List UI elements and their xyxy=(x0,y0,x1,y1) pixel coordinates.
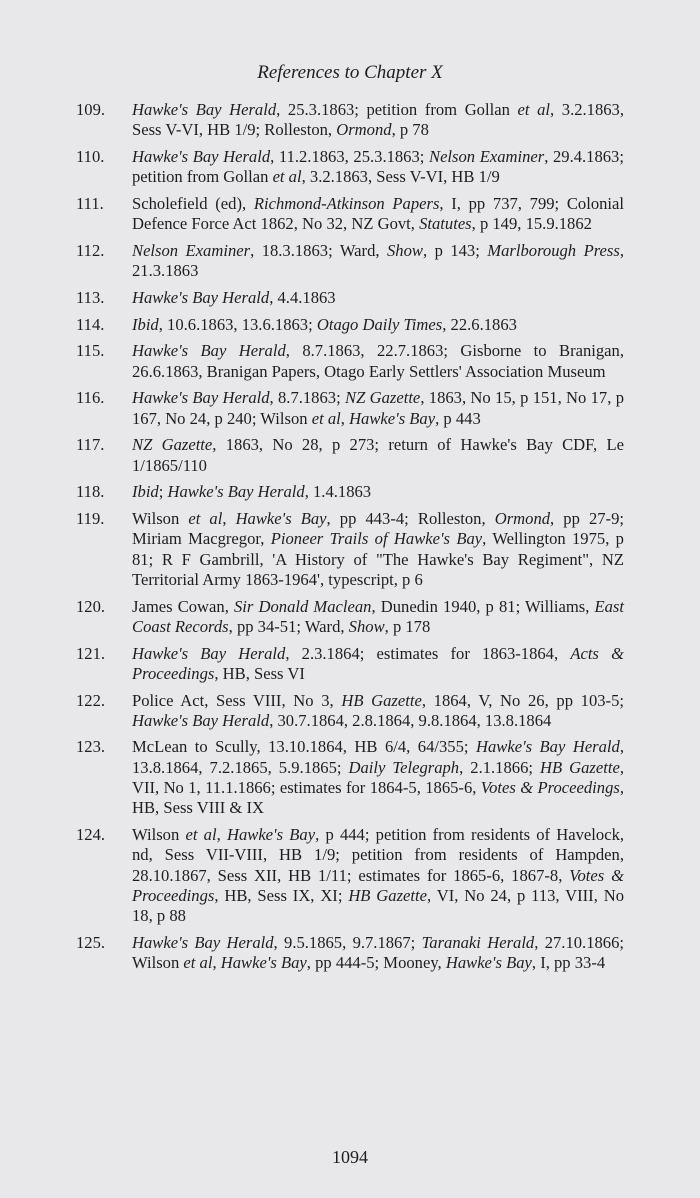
reference-number: 109. xyxy=(76,100,106,119)
text-run: Scholefield (ed), xyxy=(132,193,254,213)
text-run: , 2.1.1866; xyxy=(459,757,540,777)
italic-title: et al xyxy=(183,953,213,973)
italic-title: Sir Donald Maclean xyxy=(234,596,372,616)
reference-number: 119. xyxy=(76,508,105,528)
text-run: McLean to Scully, 13.10.1864, HB 6/4, 64/355; xyxy=(132,737,476,757)
text-run: , p 149, 15.9.1862 xyxy=(471,214,592,234)
italic-title: HB Gazette xyxy=(341,690,422,710)
reference-text xyxy=(132,933,624,972)
text-run: , pp 34-51; Ward, xyxy=(228,616,349,636)
reference-item xyxy=(0,509,700,590)
text-run: , 1864, V, No 26, pp 103-5; xyxy=(421,690,624,710)
reference-number: 125. xyxy=(76,932,106,952)
text-run: James Cowan, xyxy=(132,596,234,616)
reference-text xyxy=(132,388,624,427)
italic-title: Ormond xyxy=(494,508,551,528)
italic-title: Show xyxy=(386,240,423,260)
reference-text xyxy=(132,100,624,139)
reference-item xyxy=(0,288,700,308)
italic-title: et al xyxy=(185,825,217,845)
reference-item xyxy=(0,194,700,235)
italic-title: Hawke's Bay xyxy=(235,508,327,528)
reference-item xyxy=(0,341,700,382)
text-run: , pp 443-4; Rolleston, xyxy=(326,508,495,528)
text-run: , 11.2.1863, 25.3.1863; xyxy=(270,146,429,166)
text-run: , VI, No 24, p 113, VIII, No 18, p 88 xyxy=(132,885,624,926)
reference-text xyxy=(132,341,624,380)
reference-list xyxy=(0,100,700,980)
reference-text xyxy=(132,147,624,186)
italic-title: et al xyxy=(188,508,223,528)
reference-text xyxy=(132,597,624,636)
reference-text xyxy=(132,482,371,501)
reference-number: 114. xyxy=(76,314,105,334)
text-run: , pp 27-9; Miriam Macgregor, xyxy=(132,508,624,549)
italic-title: Marlborough Press xyxy=(487,240,620,260)
italic-title: Statutes xyxy=(419,214,472,234)
text-run: , HB, Sess VIII & IX xyxy=(132,778,624,818)
text-run: , p 143; xyxy=(422,240,488,260)
italic-title: NZ Gazette xyxy=(132,435,213,455)
reference-item xyxy=(0,147,700,188)
text-run: , I, pp 33-4 xyxy=(531,953,606,973)
text-run: , 21.3.1863 xyxy=(132,240,624,281)
reference-number: 118. xyxy=(76,482,105,502)
text-run: , 18.3.1863; Ward, xyxy=(250,240,387,260)
text-run: , HB, Sess IX, XI; xyxy=(214,885,349,905)
italic-title: Nelson Examiner xyxy=(429,146,545,166)
text-run: , xyxy=(212,953,221,973)
text-run: Wilson xyxy=(132,508,189,528)
text-run: , p 178 xyxy=(384,616,431,636)
italic-title: Hawke's Bay Herald xyxy=(132,287,270,307)
reference-item xyxy=(0,241,700,282)
reference-number: 112. xyxy=(76,240,105,260)
text-run: , 22.6.1863 xyxy=(442,314,517,334)
text-run: , I, pp 737, 799; Colonial Defence Force Act 1862, No 32, NZ Govt, xyxy=(132,193,624,234)
text-run: , 8.7.1863, 22.7.1863; Gisborne to Branigan, 26.6.1863, Branigan Papers, Otago Early Settlers' Association Museum xyxy=(132,341,624,381)
reference-number: 115. xyxy=(76,341,105,361)
reference-text xyxy=(132,737,624,817)
italic-title: Hawke's Bay xyxy=(226,825,316,845)
reference-item xyxy=(0,933,700,974)
reference-text xyxy=(132,315,517,334)
reference-number: 124. xyxy=(76,825,106,845)
text-run: , 4.4.1863 xyxy=(269,287,336,307)
reference-item xyxy=(0,315,700,335)
italic-title: HB Gazette xyxy=(348,885,427,905)
reference-text xyxy=(132,288,336,307)
page-header: References to Chapter X xyxy=(257,62,443,83)
italic-title: Hawke's Bay xyxy=(445,953,532,973)
reference-text xyxy=(132,435,624,474)
text-run: , 27.10.1866; Wilson xyxy=(132,932,624,973)
italic-title: Hawke's Bay xyxy=(349,408,436,428)
italic-title: Acts & Proceedings xyxy=(132,643,624,683)
reference-number: 120. xyxy=(76,596,106,616)
italic-title: Hawke's Bay Herald xyxy=(132,643,286,663)
reference-item xyxy=(0,100,700,141)
reference-text xyxy=(132,691,624,730)
italic-title: Hawke's Bay Herald xyxy=(132,932,274,952)
italic-title: Richmond-Atkinson Papers xyxy=(253,193,440,213)
text-run: , VII, No 1, 11.1.1866; estimates for 1864-5, 1865-6, xyxy=(132,757,624,798)
text-run: , 1863, No 15, p 151, No 17, p 167, No 24, p 240; Wilson xyxy=(132,388,624,428)
text-run: , 30.7.1864, 2.8.1864, 9.8.1864, 13.8.1864 xyxy=(269,710,552,730)
reference-item xyxy=(0,597,700,638)
italic-title: Nelson Examiner xyxy=(132,240,251,260)
italic-title: Daily Telegraph xyxy=(348,757,460,777)
text-run: , Wellington 1975, p 81; R F Gambrill, 'A History of "The Hawke's Bay Regiment", NZ Territorial Army 1863-1964', typescript, p 6 xyxy=(132,529,624,589)
text-run: Wilson xyxy=(132,825,186,845)
reference-text xyxy=(132,509,624,589)
italic-title: Hawke's Bay Herald xyxy=(132,710,270,730)
reference-text xyxy=(132,644,624,683)
text-run: , 8.7.1863; xyxy=(269,388,345,408)
italic-title: Votes & Proceedings xyxy=(480,778,620,798)
italic-title: Votes & Proceedings xyxy=(132,865,624,905)
text-run: , p 78 xyxy=(391,120,429,140)
text-run: , 1863, No 28, p 273; return of Hawke's Bay CDF, Le 1/1865/110 xyxy=(132,435,624,475)
text-run: , 3.2.1863, Sess V-VI, HB 1/9; Rolleston, xyxy=(132,100,624,140)
reference-item xyxy=(0,737,700,818)
reference-text xyxy=(132,825,624,925)
reference-number: 110. xyxy=(76,146,105,166)
italic-title: Hawke's Bay Herald xyxy=(167,482,305,502)
reference-item xyxy=(0,388,700,429)
text-run: , xyxy=(222,508,236,528)
reference-item xyxy=(0,435,700,476)
italic-title: Hawke's Bay Herald xyxy=(132,100,277,119)
text-run: , xyxy=(216,825,227,845)
text-run: Police Act, Sess VIII, No 3, xyxy=(132,690,342,710)
reference-number: 113. xyxy=(76,287,105,307)
reference-text xyxy=(132,241,624,280)
italic-title: et al xyxy=(311,408,341,428)
text-run: , 10.6.1863, 13.6.1863; xyxy=(158,314,317,334)
italic-title: Hawke's Bay Herald xyxy=(132,388,270,408)
italic-title: Otago Daily Times xyxy=(316,314,443,334)
text-run: , 9.5.1865, 9.7.1867; xyxy=(273,932,422,952)
reference-text xyxy=(132,194,624,233)
italic-title: Ibid xyxy=(132,314,159,334)
italic-title: et al xyxy=(517,100,550,119)
italic-title: Hawke's Bay xyxy=(220,953,307,973)
text-run: , 1.4.1863 xyxy=(304,482,372,502)
italic-title: et al xyxy=(272,167,302,187)
italic-title: Show xyxy=(348,616,385,636)
text-run: , xyxy=(340,408,350,428)
italic-title: Hawke's Bay Herald xyxy=(475,737,620,757)
reference-number: 111. xyxy=(76,193,104,213)
page-number: 1094 xyxy=(332,1147,368,1167)
text-run: , 3.2.1863, Sess V-VI, HB 1/9 xyxy=(301,167,500,187)
reference-number: 123. xyxy=(76,737,106,757)
text-run: ; xyxy=(158,482,168,502)
italic-title: HB Gazette xyxy=(540,757,620,777)
italic-title: Taranaki Herald xyxy=(421,932,535,952)
italic-title: East Coast Records xyxy=(132,596,624,636)
reference-number: 117. xyxy=(76,435,105,455)
text-run: , HB, Sess VI xyxy=(214,663,305,683)
text-run: , 29.4.1863; petition from Gollan xyxy=(132,146,624,187)
text-run: , Dunedin 1940, p 81; Williams, xyxy=(371,596,595,616)
italic-title: Pioneer Trails of Hawke's Bay xyxy=(270,529,483,549)
reference-number: 121. xyxy=(76,643,106,663)
text-run: , pp 444-5; Mooney, xyxy=(306,953,446,973)
reference-number: 116. xyxy=(76,388,105,408)
reference-item xyxy=(0,482,700,502)
text-run: , 2.3.1864; estimates for 1863-1864, xyxy=(285,643,571,663)
italic-title: Hawke's Bay Herald xyxy=(132,146,271,166)
reference-item xyxy=(0,825,700,926)
text-run: , 13.8.1864, 7.2.1865, 5.9.1865; xyxy=(132,737,624,777)
italic-title: Ibid xyxy=(132,482,159,502)
text-run: , 25.3.1863; petition from Gollan xyxy=(276,100,518,119)
reference-item xyxy=(0,644,700,685)
text-run: , p 444; petition from residents of Havelock, nd, Sess VII-VIII, HB 1/9; petition from residents of Hampden, 28.10.1867, Sess XII, HB 1/11; estimates for 1865-6, 1867-8, xyxy=(132,825,625,885)
reference-number: 122. xyxy=(76,690,106,710)
text-run: , p 443 xyxy=(435,408,481,428)
italic-title: NZ Gazette xyxy=(345,388,421,408)
italic-title: Hawke's Bay Herald xyxy=(132,341,286,361)
reference-item xyxy=(0,691,700,732)
italic-title: Ormond xyxy=(336,120,392,140)
